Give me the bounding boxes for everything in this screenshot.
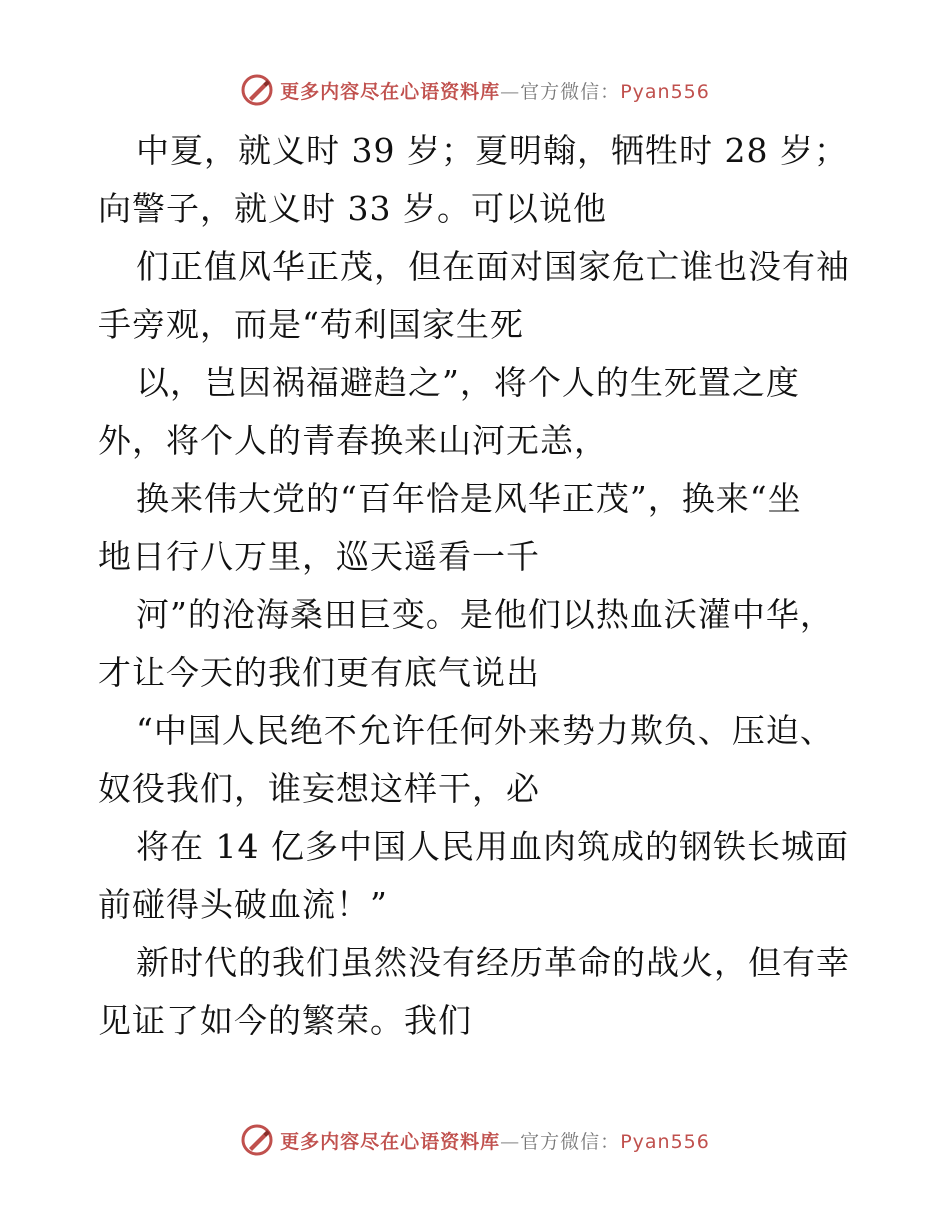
watermark-wechat-id: Pyan556 [620, 1130, 710, 1153]
text-line: 手旁观，而是“苟利国家生死 [98, 305, 524, 344]
text-line: 奴役我们，谁妄想这样干，必 [98, 769, 540, 808]
text-line: 见证了如今的繁荣。我们 [98, 1001, 472, 1040]
text-line: 向警子，就义时 33 岁。可以说他 [98, 189, 607, 228]
pen-logo-icon [240, 1123, 274, 1157]
text-line: 们正值风华正茂，但在面对国家危亡谁也没有袖 [136, 247, 850, 286]
text-line: 才让今天的我们更有底气说出 [98, 653, 540, 692]
text-line: 地日行八万里，巡天遥看一千 [98, 537, 540, 576]
text-line: 河”的沧海桑田巨变。是他们以热血沃灌中华， [136, 595, 834, 634]
text-line: 外，将个人的青春换来山河无恙， [98, 421, 608, 460]
watermark-label: 官方微信： [520, 1130, 621, 1153]
header-watermark [0, 70, 950, 110]
watermark-main-text: 更多内容尽在心语资料库 [280, 80, 501, 103]
pen-logo-icon [240, 73, 274, 107]
text-line: 中夏，就义时 39 岁；夏明翰，牺牲时 28 岁； [136, 131, 848, 170]
footer-watermark [0, 1120, 950, 1160]
text-line: 以，岂因祸福避趋之”，将个人的生死置之度 [136, 363, 800, 402]
watermark-wechat-id: Pyan556 [620, 80, 710, 103]
document-body [98, 122, 858, 1050]
watermark-label: 官方微信： [520, 80, 621, 103]
text-line: “中国人民绝不允许任何外来势力欺负、压迫、 [136, 711, 834, 750]
watermark-main-text: 更多内容尽在心语资料库 [280, 1130, 501, 1153]
watermark-separator: — [500, 80, 521, 103]
text-line: 换来伟大党的“百年恰是风华正茂”，换来“坐 [136, 479, 802, 518]
text-line: 前碰得头破血流！” [98, 885, 388, 924]
text-line: 将在 14 亿多中国人民用血肉筑成的钢铁长城面 [136, 827, 849, 866]
watermark-separator: — [500, 1130, 521, 1153]
text-line: 新时代的我们虽然没有经历革命的战火，但有幸 [136, 943, 850, 982]
